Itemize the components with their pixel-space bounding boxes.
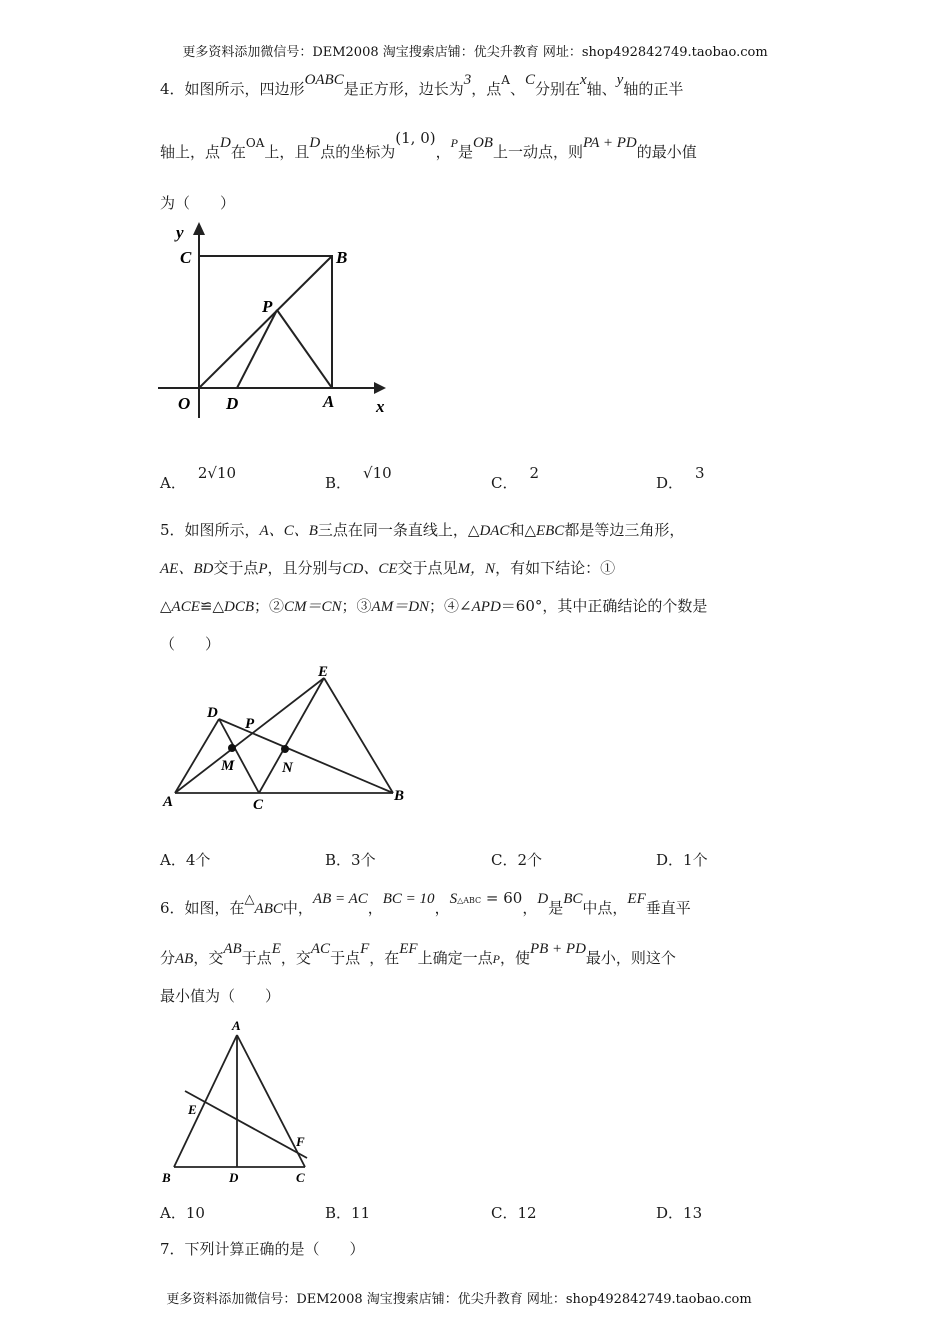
label-b: B [336,248,348,267]
q6-text: 于点 [330,949,361,967]
label-d: D [226,394,239,413]
label-c: C [296,1170,305,1185]
q6-option-d [656,1202,702,1223]
q6-math: △ [244,892,255,907]
q4-text: ，点 [471,80,502,98]
q6-text: 分 [160,949,176,967]
q5-math: APD [471,599,501,615]
option-value: 2 [529,464,540,482]
segment-pd [237,310,277,388]
q6-line2 [160,941,676,968]
q5-option-c [491,849,542,870]
q5-math: CM＝CN [284,599,342,615]
point-n [281,745,289,753]
q4-text: 上，且 [264,143,310,161]
option-value: 1个 [683,851,708,869]
q6-math: BC = 10 [382,891,435,907]
q5-line1 [160,519,684,540]
segment-ad [175,719,219,793]
label-p: P [245,716,255,732]
label-d: D [229,1170,239,1185]
q4-text: 、 [509,80,525,98]
q5-math: AM＝DN [371,599,430,615]
q6-text: ，在 [369,949,400,967]
label-o: O [178,394,191,413]
option-letter: B． [325,851,352,869]
option-value: 3 [695,464,705,482]
q4-option-a [160,464,237,493]
option-letter: D． [656,1204,684,1222]
q6-text: ，交 [280,949,311,967]
segment-ab [174,1035,237,1167]
option-value: 10 [185,1204,205,1222]
q6-math: AB [223,941,242,957]
option-letter: B． [325,1204,352,1222]
q4-text: 在 [230,143,246,161]
option-letter: D． [656,851,684,869]
q6-option-a [160,1202,205,1223]
q6-math: △ABC [457,896,482,905]
q6-math: ABC [254,901,283,917]
segment-ac [237,1035,305,1167]
q5-option-a [160,849,210,870]
q4-math: OA [245,136,265,150]
q6-text: ， [434,899,450,917]
q6-math [450,889,523,907]
q6-math: EF [627,891,646,907]
q4-number: 4． [160,80,185,98]
q6-text: 中， [282,899,313,917]
q5-text: ，且分别与 [267,559,343,577]
option-letter: C． [491,1204,518,1222]
q6-math: S [449,891,458,907]
label-m: M [221,758,235,774]
label-a: A [323,392,335,411]
q5-line4: （ ） [160,635,221,653]
q5-text: 都是等边三角形， [564,521,685,539]
option-letter: A． [160,1204,186,1222]
q6-text: ，交 [193,949,224,967]
q4-math: (1, 0) [395,129,436,147]
q5-text: 5．如图所示， [160,521,260,539]
option-letter: C． [491,851,518,869]
q4-option-c [491,464,540,493]
option-letter: A． [160,851,186,869]
q5-text: ；④∠ [429,597,472,615]
q4-math: D [220,135,231,151]
option-value: 3个 [351,851,376,869]
q5-text: ＝60°，其中正确结论的个数是 [500,597,708,615]
q4-text: ， [435,143,451,161]
q6-line3: 最小值为（ ） [160,987,281,1005]
option-letter: B． [325,474,352,492]
q5-text: 三点在同一条直线上，△ [317,521,480,539]
q6-option-b [325,1202,370,1223]
q6-text: 垂直平 [645,899,691,917]
q4-math: 3 [463,72,472,88]
q4-math: A [501,73,510,87]
q6-math: PB + PD [529,941,586,957]
q5-math: EBC [535,523,565,539]
label-b: B [394,788,405,804]
q6-math: AC [310,941,331,957]
line-ef [185,1091,307,1158]
segment-eb [324,678,393,793]
q4-option-b [325,464,392,493]
q4-text: 点的坐标为 [320,143,396,161]
q6-option-c [491,1202,537,1223]
q5-option-d [656,849,708,870]
q6-text: ，使 [499,949,530,967]
q5-math: DCB [224,599,254,615]
label-x: x [376,397,385,416]
option-value: 13 [683,1204,703,1222]
segment-pa [277,310,332,388]
option-value: 12 [517,1204,537,1222]
label-b: B [162,1170,171,1185]
q6-text: ， [367,899,383,917]
q4-math: PA + PD [582,135,637,151]
label-c: C [180,248,192,267]
q4-text: 轴、 [586,80,617,98]
q5-math: CD、CE [342,561,398,577]
option-letter: A． [160,474,186,492]
q6-math: E [271,941,281,957]
label-n: N [282,760,293,776]
q6-line1 [160,889,691,918]
q6-text: 最小，则这个 [585,949,676,967]
option-letter: D． [656,474,684,492]
q7-line1: 7．下列计算正确的是（ ） [160,1240,365,1258]
q4-math: D [309,135,321,151]
q5-line2 [160,557,615,578]
q5-text: 交于点见 [397,559,458,577]
label-y: y [176,223,184,242]
q4-math: OB [472,135,493,151]
q4-line2 [160,129,697,162]
label-e: E [318,664,329,680]
q6-math: D [537,891,549,907]
q5-text: 交于点 [213,559,259,577]
q5-line3 [160,595,707,616]
q5-math: AE、BD [160,561,214,577]
q4-text: 上一动点，则 [492,143,583,161]
q5-text: ；③ [341,597,372,615]
q6-figure [155,1015,325,1187]
q5-text: ≌△ [199,597,224,615]
q4-text: 轴的正半 [623,80,684,98]
point-m [228,744,236,752]
q6-math: = 60 [481,889,523,907]
option-value: 2个 [517,851,543,869]
page-header: 更多资料添加微信号：DEM2008 淘宝搜索店铺：优尖升教育 网址：shop492842749.taobao.com [182,45,768,60]
q4-math: x [579,72,587,88]
q4-line1 [160,72,684,99]
q5-math: P [258,561,268,577]
q4-line3: 为（ ） [160,194,236,212]
q6-text: 中点， [582,899,628,917]
q6-math: F [360,941,370,957]
q4-math: OABC [304,72,344,88]
option-value: 4个 [185,851,211,869]
option-value: 11 [351,1204,371,1222]
label-c: C [253,797,264,813]
option-value: √10 [363,464,392,482]
q6-math: P [492,952,500,966]
q4-option-d [656,464,705,493]
option-value: 2√10 [197,464,237,482]
q5-math: DAC [479,523,510,539]
q5-math: M，N [457,561,496,577]
q4-text: 分别在 [534,80,580,98]
q6-text: 于点 [241,949,272,967]
q4-figure [150,218,400,418]
label-p: P [262,297,273,316]
q4-text: 是正方形，边长为 [343,80,464,98]
q6-text: 6．如图，在 [160,899,245,917]
q5-figure [155,658,415,818]
q4-text: 是 [457,143,473,161]
q6-math: AB [175,951,194,967]
option-letter: C． [491,474,518,492]
q6-math: EF [399,941,418,957]
page-footer: 更多资料添加微信号：DEM2008 淘宝搜索店铺：优尖升教育 网址：shop492842749.taobao.com [166,1292,752,1307]
q5-text: 和△ [509,521,536,539]
q6-text: 是 [548,899,564,917]
q4-text: 轴上，点 [160,143,221,161]
label-f: F [296,1134,305,1149]
q5-option-b [325,849,376,870]
q5-text: ，有如下结论：① [495,559,616,577]
q6-text: 上确定一点 [417,949,493,967]
label-e: E [188,1102,197,1117]
q4-text: 的最小值 [636,143,697,161]
label-a: A [163,794,174,810]
x-arrow [374,382,386,394]
diagonal-ob [199,256,332,388]
label-d: D [207,705,218,721]
q4-math: y [616,72,624,88]
q5-math: ACE [171,599,200,615]
q6-math: AB = AC [312,891,368,907]
q5-text: △ [160,597,172,615]
q4-math: C [524,72,535,88]
q6-math: BC [563,891,583,907]
label-a: A [232,1018,241,1033]
y-arrow [193,222,205,235]
q4-text: 如图所示，四边形 [184,80,305,98]
q5-math: A、C、B [259,523,318,539]
q6-text: ， [522,899,538,917]
q5-text: ；② [254,597,285,615]
q4-math: P [450,136,458,150]
